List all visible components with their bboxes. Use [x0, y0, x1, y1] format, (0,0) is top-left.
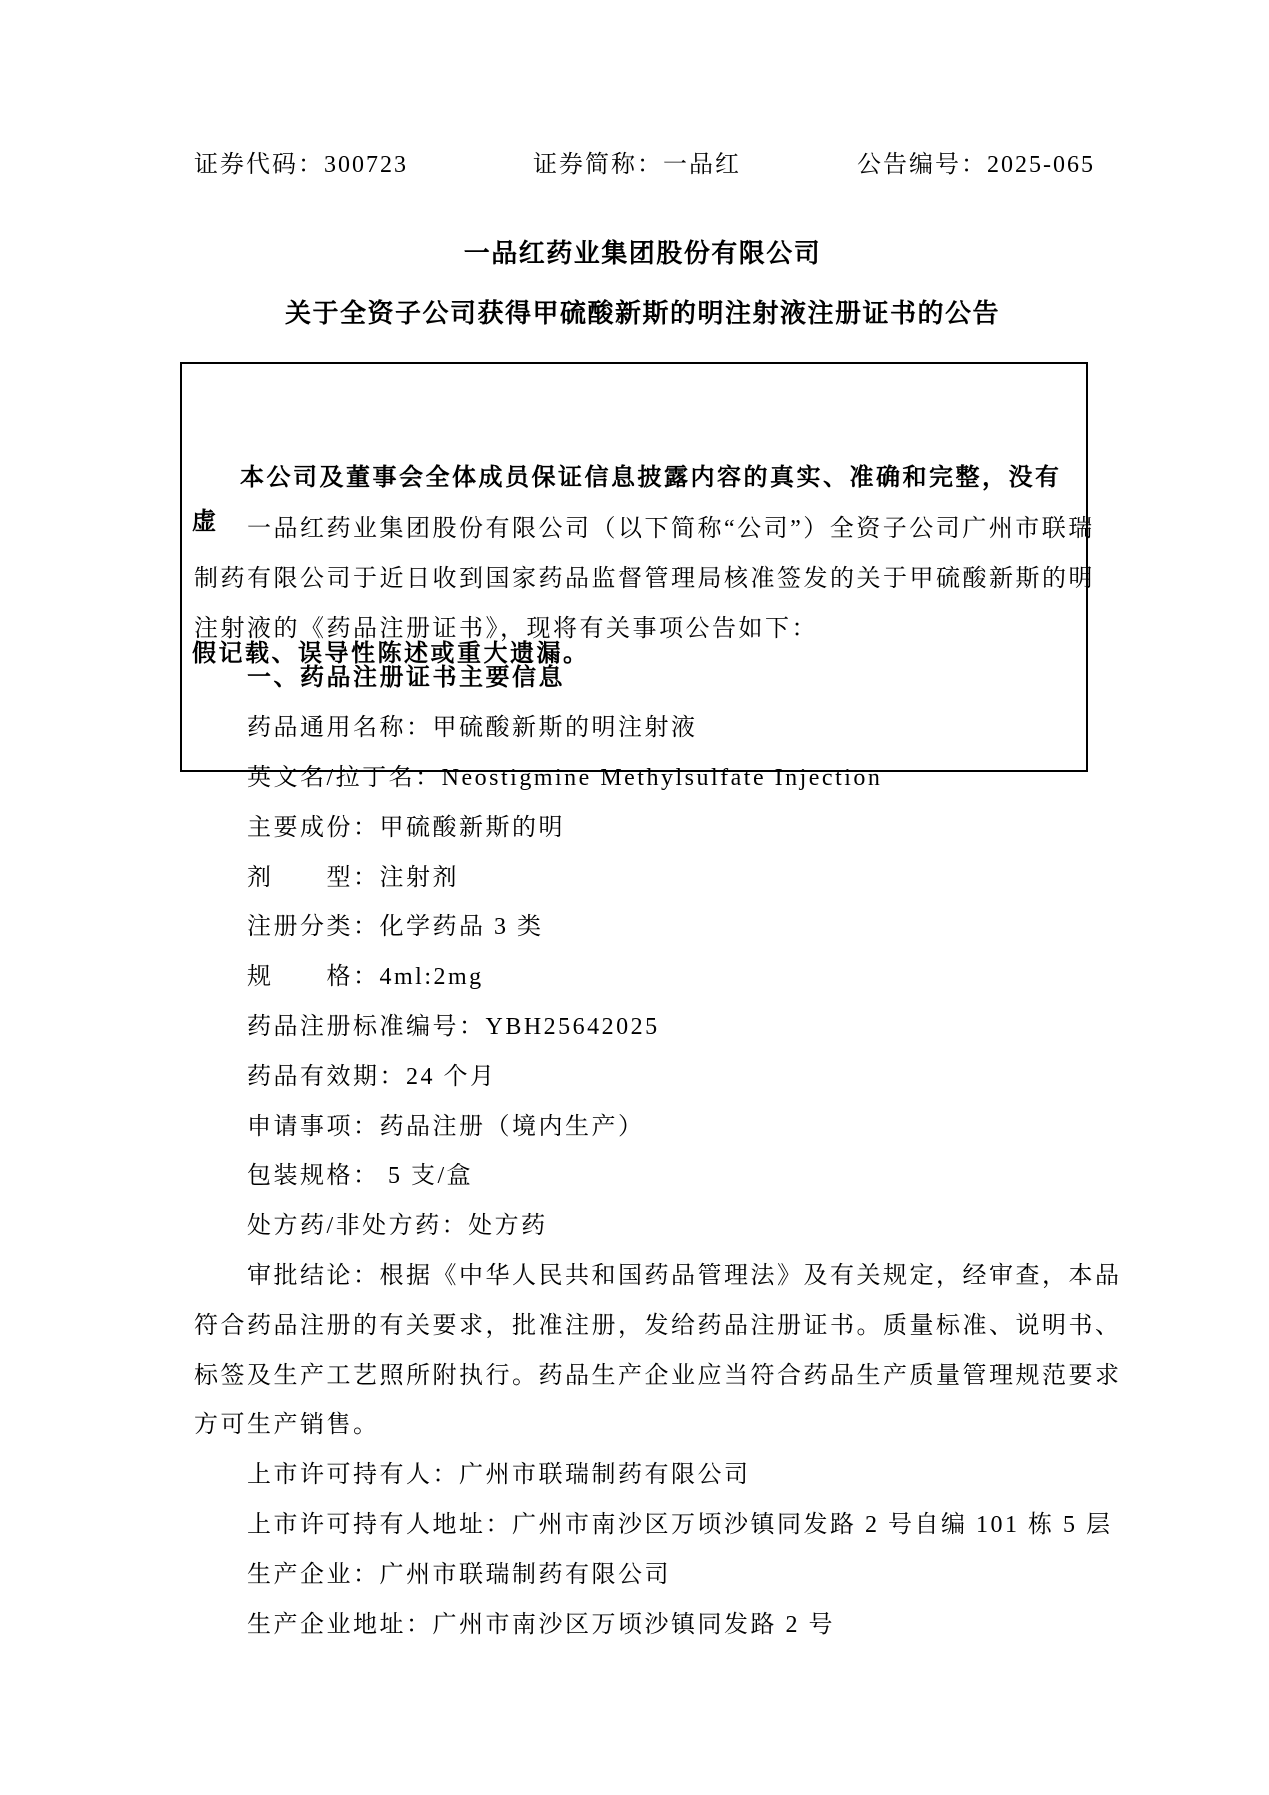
body-line: 申请事项：药品注册（境内生产）	[247, 1113, 645, 1140]
body-line: 药品有效期：24 个月	[247, 1063, 497, 1090]
body-line: 审批结论：根据《中华人民共和国药品管理法》及有关规定，经审查，本品	[247, 1262, 1122, 1289]
body-line: 上市许可持有人地址：广州市南沙区万顷沙镇同发路 2 号自编 101 栋 5 层	[247, 1511, 1113, 1538]
body-line: 一品红药业集团股份有限公司（以下简称“公司”）全资子公司广州市联瑞	[247, 516, 1095, 542]
body-line: 上市许可持有人：广州市联瑞制药有限公司	[247, 1462, 751, 1489]
body-line: 方可生产销售。	[194, 1412, 380, 1439]
body-line: 药品注册标准编号：YBH25642025	[247, 1013, 660, 1040]
body-line: 生产企业地址：广州市南沙区万顷沙镇同发路 2 号	[247, 1611, 835, 1638]
body-line: 符合药品注册的有关要求，批准注册，发给药品注册证书。质量标准、说明书、	[194, 1312, 1122, 1339]
body-line: 一、药品注册证书主要信息	[247, 665, 565, 692]
body-line: 制药有限公司于近日收到国家药品监督管理局核准签发的关于甲硫酸新斯的明	[194, 565, 1095, 592]
body-line: 剂 型：注射剂	[247, 864, 459, 891]
disclaimer-line: 本公司及董事会全体成员保证信息披露内容的真实、准确和完整，没有虚	[192, 465, 1062, 535]
body-line: 主要成份：甲硫酸新斯的明	[247, 814, 565, 841]
body-line: 生产企业：广州市联瑞制药有限公司	[247, 1561, 671, 1588]
announcement-number-label: 公告编号：2025-065	[857, 152, 1095, 178]
disclaimer-line: 假记载、误导性陈述或重大遗漏。	[192, 641, 590, 667]
body-line: 规 格：4ml:2mg	[247, 964, 484, 991]
document-header-row	[194, 150, 1095, 180]
body-line: 包装规格： 5 支/盒	[247, 1163, 474, 1190]
announcement-title: 关于全资子公司获得甲硫酸新斯的明注射液注册证书的公告	[284, 299, 1000, 328]
stock-code-label: 证券代码：300723	[194, 152, 408, 178]
announcement-body	[194, 505, 1122, 1650]
body-line: 标签及生产工艺照所附执行。药品生产企业应当符合药品生产质量管理规范要求	[194, 1362, 1122, 1389]
company-name-title: 一品红药业集团股份有限公司	[463, 239, 822, 268]
body-line: 英文名/拉丁名：Neostigmine Methylsulfate Injection	[247, 764, 883, 791]
body-line: 处方药/非处方药：处方药	[247, 1213, 548, 1240]
stock-abbr-label: 证券简称：一品红	[533, 152, 741, 178]
body-line: 注射液的《药品注册证书》，现将有关事项公告如下：	[194, 615, 818, 642]
body-line: 药品通用名称：甲硫酸新斯的明注射液	[247, 715, 698, 742]
body-line: 注册分类：化学药品 3 类	[247, 914, 544, 941]
